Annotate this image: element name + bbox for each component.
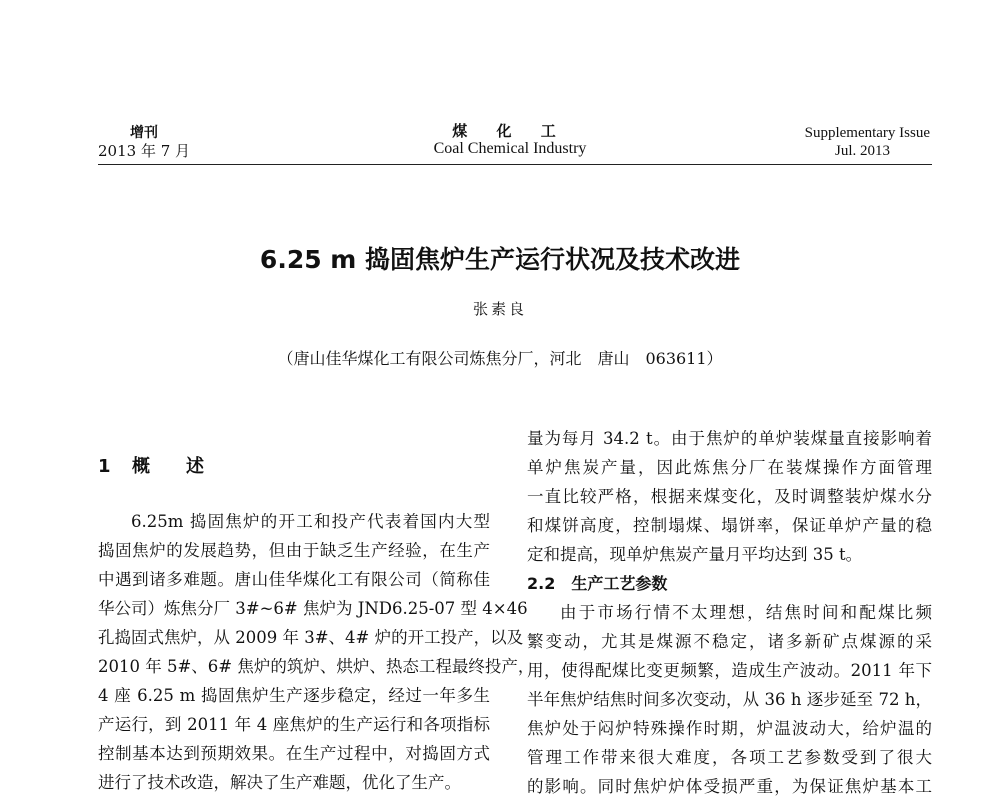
section-1-heading <box>98 452 204 478</box>
paragraph-line: 半年焦炉结焦时间多次变动，从 36 h 逐步延至 72 h， <box>527 690 932 709</box>
paragraph-line: 2010 年 5#、6# 焦炉的筑炉、烘炉、热态工程最终投产， <box>98 657 535 676</box>
article-author: 张素良 <box>472 300 527 318</box>
paragraph-line: 4 座 6.25 m 捣固焦炉生产逐步稳定，经过一年多生 <box>98 686 490 705</box>
journal-title-en: Coal Chemical Industry <box>433 140 587 157</box>
paragraph-line: 孔捣固式焦炉，从 2009 年 3#、4# 炉的开工投产，以及 <box>98 628 524 647</box>
paragraph-line: 产运行，到 2011 年 4 座焦炉的生产运行和各项指标 <box>98 715 490 734</box>
paragraph-line: 管理工作带来很大难度，各项工艺参数受到了很大 <box>527 748 932 767</box>
journal-title-cn: 煤 化 工 <box>452 122 568 140</box>
paragraph-line: 控制基本达到预期效果。在生产过程中，对捣固方式 <box>98 744 490 763</box>
header-right <box>760 124 930 160</box>
paragraph-line: 进行了技术改造，解决了生产难题，优化了生产。 <box>98 773 461 792</box>
issue-label-en: Supplementary Issue <box>804 125 930 141</box>
paragraph-line: 捣固焦炉的发展趋势，但由于缺乏生产经验，在生产 <box>98 541 490 560</box>
issue-date: 2013 年 7 月 <box>98 142 191 160</box>
issue-label: 增刊 <box>130 125 158 141</box>
section-1-title: 概 述 <box>132 456 204 477</box>
header-rule <box>98 164 932 165</box>
left-column <box>98 507 535 797</box>
paragraph-line: 量为每月 34.2 t。由于焦炉的单炉装煤量直接影响着 <box>527 429 932 448</box>
paragraph-line: 用，使得配煤比变更频繁，造成生产波动。2011 年下 <box>527 661 932 680</box>
right-column <box>527 424 932 801</box>
article-affiliation: （唐山佳华煤化工有限公司炼焦分厂，河北 唐山 063611） <box>277 349 723 368</box>
paragraph-line: 繁变动，尤其是煤源不稳定，诸多新矿点煤源的采 <box>527 632 932 651</box>
section-1-number: 1 <box>98 456 111 477</box>
paragraph-line: 6.25m 捣固焦炉的开工和投产代表着国内大型 <box>131 512 490 531</box>
issue-date-en: Jul. 2013 <box>834 143 890 159</box>
paragraph-line: 由于市场行情不太理想，结焦时间和配煤比频 <box>560 603 932 622</box>
paragraph-line: 的影响。同时焦炉炉体受损严重，为保证焦炉基本工 <box>527 777 932 796</box>
paragraph-line: 单炉焦炭产量，因此炼焦分厂在装煤操作方面管理 <box>527 458 932 477</box>
header-left <box>98 124 190 160</box>
section-2-2-heading: 2.2 生产工艺参数 <box>527 574 668 593</box>
header-center <box>390 122 630 158</box>
paragraph-line: 一直比较严格，根据来煤变化，及时调整装炉煤水分 <box>527 487 932 506</box>
paragraph-line: 华公司）炼焦分厂 3#~6# 焦炉为 JND6.25-07 型 4×46 <box>98 599 528 618</box>
paragraph-line: 定和提高，现单炉焦炭产量月平均达到 35 t。 <box>527 545 863 564</box>
paragraph-line: 中遇到诸多难题。唐山佳华煤化工有限公司（简称佳 <box>98 570 490 589</box>
paragraph-line: 焦炉处于闷炉特殊操作时期，炉温波动大，给炉温的 <box>527 719 932 738</box>
paragraph-line: 和煤饼高度，控制塌煤、塌饼率，保证单炉产量的稳 <box>527 516 932 535</box>
article-title: 6.25 m 捣固焦炉生产运行状况及技术改进 <box>259 245 741 274</box>
